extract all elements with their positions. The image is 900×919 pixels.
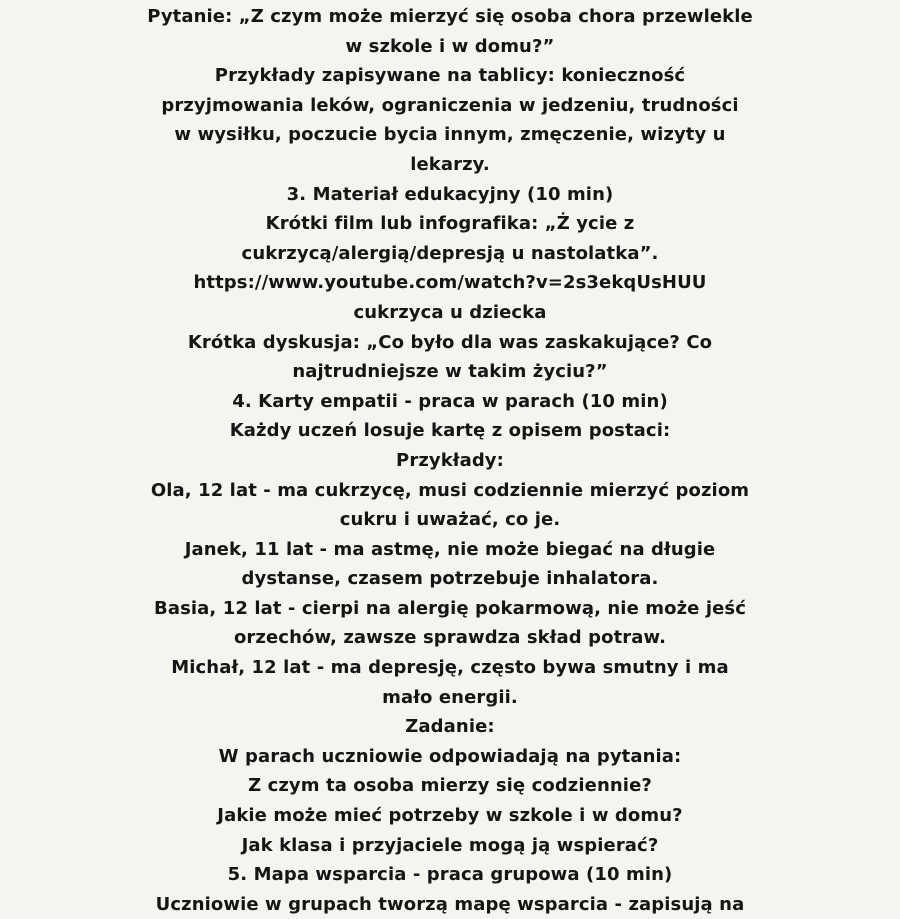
- discussion-line-2: najtrudniejsze w takim życiu?”: [292, 361, 608, 383]
- discussion-line-1: Krótka dyskusja: „Co było dla was zaskakujące? Co: [187, 331, 713, 353]
- card-draw-line: Każdy uczeń losuje kartę z opisem postaci:: [229, 420, 671, 442]
- section-heading-3: 3. Materiał edukacyjny (10 min): [286, 183, 614, 205]
- film-line-2: cukrzycą/alergią/depresją u nastolatka”.: [241, 242, 659, 264]
- examples-line-1: Przykłady zapisywane na tablicy: konieczność: [214, 65, 686, 87]
- question-line-2: w szkole i w domu?”: [345, 35, 555, 57]
- section-heading-4: 4. Karty empatii - praca w parach (10 min): [232, 390, 668, 412]
- task-question-1: Z czym ta osoba mierzy się codziennie?: [248, 775, 652, 797]
- character-michal-line-1: Michał, 12 lat - ma depresję, często bywa smutny i ma: [171, 657, 729, 679]
- examples-line-3: w wysiłku, poczucie bycia innym, zmęczenie, wizyty u: [174, 124, 726, 146]
- task-label: Zadanie:: [405, 716, 495, 738]
- section-heading-5: 5. Mapa wsparcia - praca grupowa (10 min): [227, 864, 673, 886]
- task-question-3: Jak klasa i przyjaciele mogą ją wspierać?: [241, 834, 659, 856]
- examples-line-2: przyjmowania leków, ograniczenia w jedzeniu, trudności: [161, 94, 739, 116]
- video-url[interactable]: https://www.youtube.com/watch?v=2s3ekqUsHUU: [193, 272, 707, 294]
- examples-label: Przykłady:: [396, 449, 504, 471]
- character-ola-line-1: Ola, 12 lat - ma cukrzycę, musi codziennie mierzyć poziom: [150, 479, 750, 501]
- support-map-line-1: Uczniowie w grupach tworzą mapę wsparcia - zapisują na: [155, 893, 745, 915]
- character-michal-line-2: mało energii.: [382, 686, 518, 708]
- task-question-2: Jakie może mieć potrzeby w szkole i w domu?: [217, 805, 683, 827]
- video-caption: cukrzyca u dziecka: [353, 301, 547, 323]
- character-basia-line-1: Basia, 12 lat - cierpi na alergię pokarmową, nie może jeść: [154, 597, 746, 619]
- character-janek-line-1: Janek, 11 lat - ma astmę, nie może biegać na długie: [184, 538, 716, 560]
- character-ola-line-2: cukru i uważać, co je.: [339, 509, 561, 531]
- character-janek-line-2: dystanse, czasem potrzebuje inhalatora.: [241, 568, 659, 590]
- examples-line-4: lekarzy.: [410, 153, 490, 175]
- document-body: [0, 2, 900, 919]
- question-line-1: Pytanie: „Z czym może mierzyć się osoba chora przewlekle: [147, 6, 753, 27]
- task-intro: W parach uczniowie odpowiadają na pytania:: [218, 745, 682, 767]
- film-line-1: Krótki film lub infografika: „Ż ycie z: [265, 213, 635, 235]
- character-basia-line-2: orzechów, zawsze sprawdza skład potraw.: [233, 627, 667, 649]
